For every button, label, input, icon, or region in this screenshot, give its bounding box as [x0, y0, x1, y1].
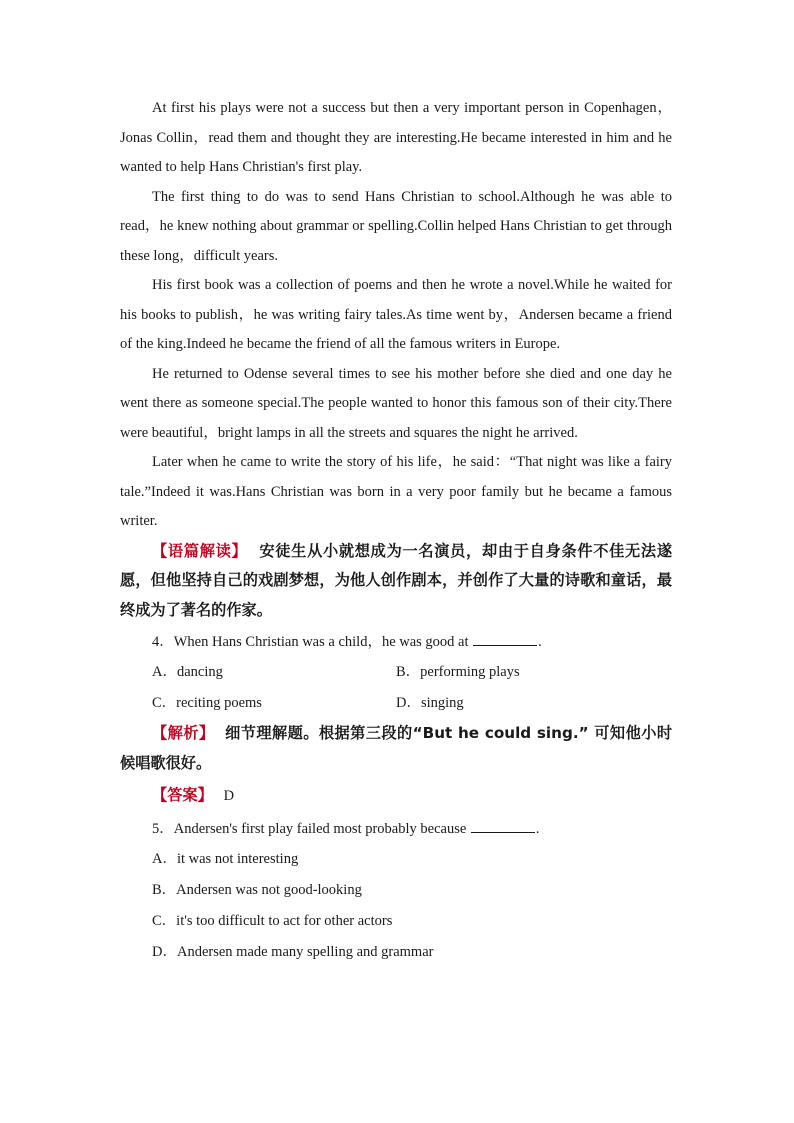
question-5-options: [120, 844, 672, 968]
analysis-text: 细节理解题。根据第三段的“But he could sing.” 可知他小时候唱歌很好。: [120, 724, 673, 772]
question-5-text: Andersen's first play failed most probably because: [173, 821, 467, 837]
question-5-option-c: C．it's too difficult to act for other actors: [152, 913, 393, 929]
question-4-option-a: A．dancing: [152, 664, 223, 680]
question-4-option-c: C．reciting poems: [152, 695, 262, 711]
passage-paragraph-3: His first book was a collection of poems and then he wrote a novel.While he waited for his books to publish，he was writing fairy tales.As time went by，Andersen became a friend of the king.Indeed he became the friend of all the famous writers in Europe.: [120, 277, 672, 352]
reading-note-tag: 【语篇解读】: [152, 541, 248, 560]
question-5-option-a: A．it was not interesting: [152, 851, 299, 867]
reading-note: [120, 537, 672, 626]
analysis-tag: 【解析】: [152, 724, 215, 742]
answer-tag: 【答案】: [152, 786, 213, 804]
question-4-analysis: [120, 719, 672, 778]
passage-paragraph-1: At first his plays were not a success but then a very important person in Copenhagen，Jonas Collin，read them and thought they are interesting.He became interested in him and he wanted to help Hans Christian's first play.: [120, 100, 672, 175]
question-4-blank: [473, 632, 537, 646]
answer-value: D: [223, 788, 235, 804]
question-4-option-d: D．singing: [396, 695, 464, 711]
document-content: [120, 94, 672, 968]
question-4-end: .: [538, 634, 542, 650]
question-4-stem: [120, 627, 672, 657]
passage-paragraph-5: Later when he came to write the story of his life，he said：“That night was like a fairy tale.”Indeed it was.Hans Christian was born in a very poor family but he became a famous writer.: [120, 454, 672, 529]
question-4-option-b: B．performing plays: [396, 664, 520, 680]
question-4-text: When Hans Christian was a child，he was good at: [173, 634, 469, 650]
question-4-answer: [120, 780, 672, 812]
reading-note-text: 安徒生从小就想成为一名演员，却由于自身条件不佳无法遂愿，但他坚持自己的戏剧梦想，为他人创作剧本，并创作了大量的诗歌和童话，最终成为了著名的作家。: [120, 541, 673, 619]
question-4-options: [120, 657, 672, 719]
question-5-option-d: D．Andersen made many spelling and grammar: [152, 944, 434, 960]
passage-paragraph-2: The first thing to do was to send Hans Christian to school.Although he was able to read，he knew nothing about grammar or spelling.Collin helped Hans Christian to get through these long，difficult years.: [120, 188, 672, 264]
question-5-stem: [120, 814, 672, 844]
question-5-blank: [471, 819, 535, 833]
question-5-number: 5．: [152, 821, 174, 837]
question-4-number: 4．: [152, 634, 174, 650]
question-5-option-b: B．Andersen was not good-looking: [152, 882, 362, 898]
passage-paragraph-4: He returned to Odense several times to see his mother before she died and one day he went there as someone special.The people wanted to honor this famous son of their city.There were beautiful，bright lamps in all the streets and squares the night he arrived.: [120, 365, 672, 441]
question-5-end: .: [535, 821, 540, 837]
